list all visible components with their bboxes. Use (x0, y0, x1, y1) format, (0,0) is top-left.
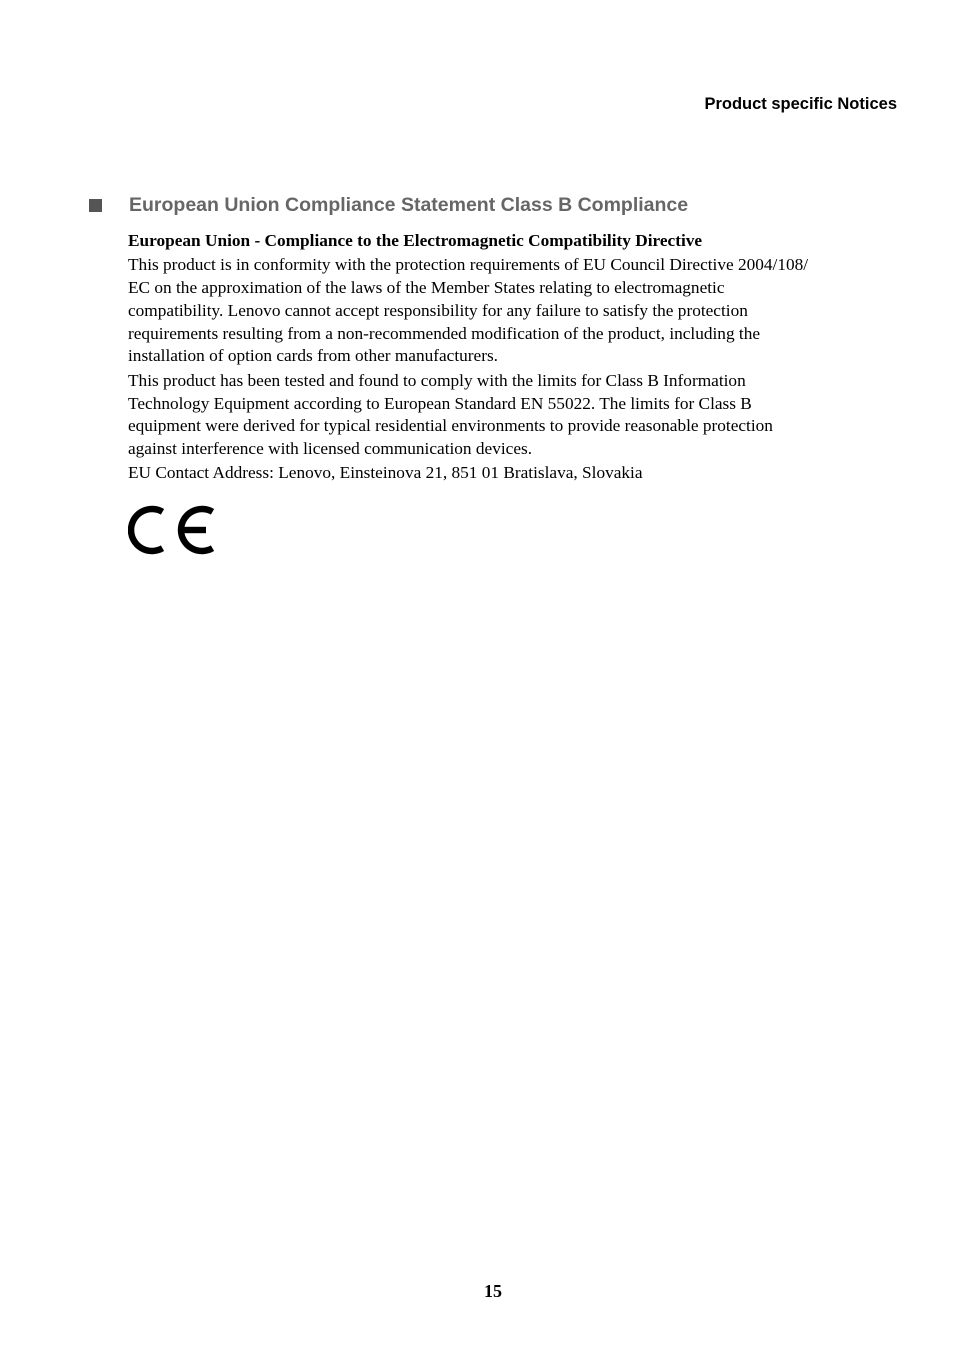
running-header: Product specific Notices (704, 95, 897, 113)
paragraph-line: requirements resulting from a non-recommended modification of the product, including the (128, 323, 761, 343)
section-body (128, 230, 903, 487)
section-heading: European Union Compliance Statement Class B Compliance (129, 194, 689, 216)
paragraph-line: compatibility. Lenovo cannot accept responsibility for any failure to satisfy the protection (128, 300, 748, 320)
paragraph-line: equipment were derived for typical residential environments to provide reasonable protection (128, 416, 773, 436)
paragraph-line: EC on the approximation of the laws of the Member States relating to electromagnetic (128, 278, 725, 298)
paragraph-line: installation of option cards from other manufacturers. (128, 346, 498, 366)
paragraph-testing (128, 370, 903, 461)
square-bullet-icon (89, 199, 102, 212)
paragraph-line: Technology Equipment according to European Standard EN 55022. The limits for Class B (128, 393, 752, 413)
paragraph-line: This product has been tested and found to comply with the limits for Class B Information (128, 370, 746, 390)
contact-address: EU Contact Address: Lenovo, Einsteinova 21, 851 01 Bratislava, Slovakia (128, 463, 643, 483)
paragraph-line: against interference with licensed communication devices. (128, 439, 533, 459)
paragraph-conformity (128, 254, 903, 368)
page-number: 15 (484, 1281, 502, 1301)
ce-mark-icon (128, 500, 218, 560)
paragraph-line: This product is in conformity with the protection requirements of EU Council Directive 2004/108/ (128, 255, 809, 275)
subheading: European Union - Compliance to the Electromagnetic Compatibility Directive (128, 231, 703, 250)
